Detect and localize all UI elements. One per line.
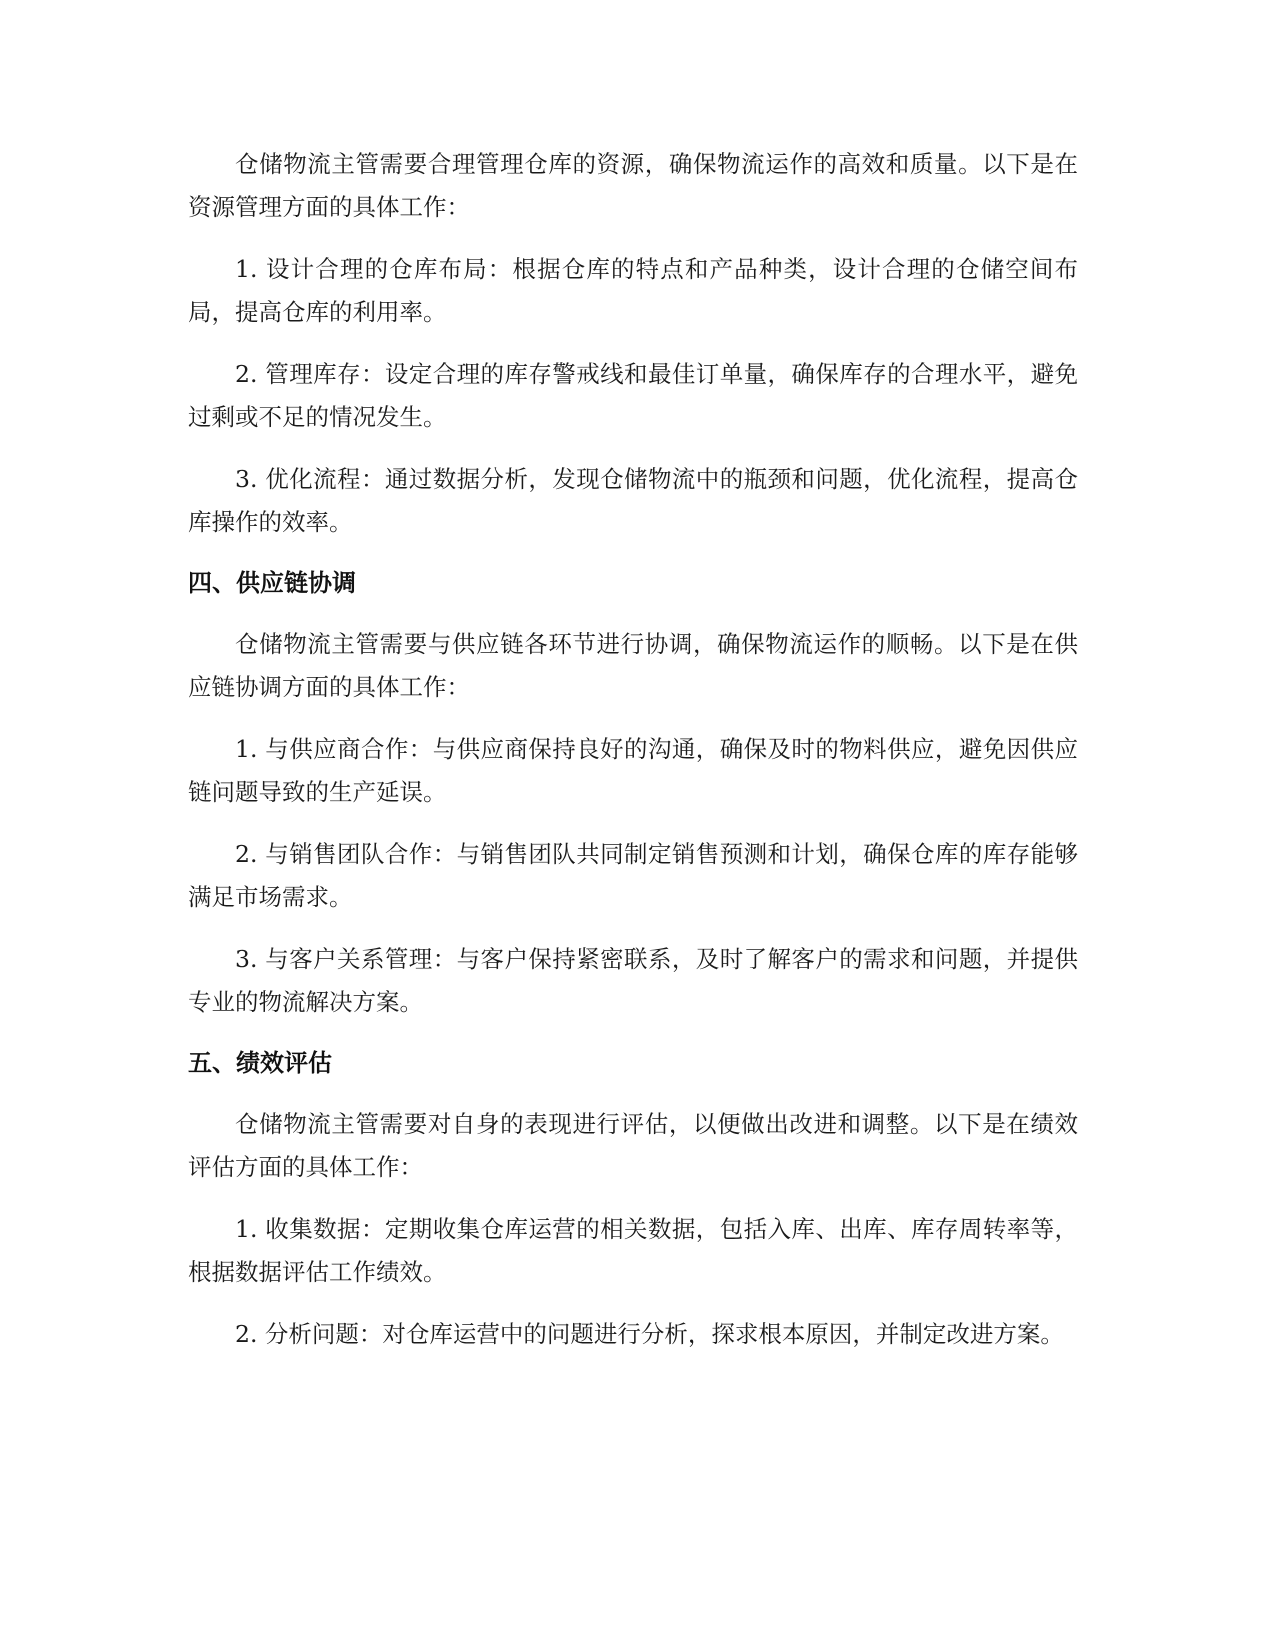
- performance-intro: 仓储物流主管需要对自身的表现进行评估，以便做出改进和调整。以下是在绩效评估方面的具体工作：: [188, 1110, 1078, 1181]
- list-item-customer-relations: 3. 与客户关系管理：与客户保持紧密联系，及时了解客户的需求和问题，并提供专业的物流解决方案。: [188, 945, 1078, 1016]
- section-heading-performance: 五、绩效评估: [188, 1049, 332, 1077]
- supply-chain-intro: 仓储物流主管需要与供应链各环节进行协调，确保物流运作的顺畅。以下是在供应链协调方面的具体工作：: [188, 630, 1078, 701]
- section-heading-supply-chain: 四、供应链协调: [188, 569, 356, 597]
- list-item-process-optimization: 3. 优化流程：通过数据分析，发现仓储物流中的瓶颈和问题，优化流程，提高仓库操作的效率。: [188, 465, 1078, 536]
- list-item-problem-analysis: 2. 分析问题：对仓库运营中的问题进行分析，探求根本原因，并制定改进方案。: [235, 1320, 1064, 1348]
- list-item-data-collection: 1. 收集数据：定期收集仓库运营的相关数据，包括入库、出库、库存周转率等，根据数据评估工作绩效。: [188, 1215, 1078, 1286]
- list-item-warehouse-layout: 1. 设计合理的仓库布局：根据仓库的特点和产品种类，设计合理的仓储空间布局，提高仓库的利用率。: [188, 255, 1078, 326]
- document-body: [188, 143, 1078, 1375]
- list-item-sales-cooperation: 2. 与销售团队合作：与销售团队共同制定销售预测和计划，确保仓库的库存能够满足市场需求。: [188, 840, 1078, 911]
- list-item-supplier-cooperation: 1. 与供应商合作：与供应商保持良好的沟通，确保及时的物料供应，避免因供应链问题导致的生产延误。: [188, 735, 1078, 806]
- resource-management-intro: 仓储物流主管需要合理管理仓库的资源，确保物流运作的高效和质量。以下是在资源管理方面的具体工作：: [188, 150, 1078, 221]
- list-item-inventory-management: 2. 管理库存：设定合理的库存警戒线和最佳订单量，确保库存的合理水平，避免过剩或不足的情况发生。: [188, 360, 1078, 431]
